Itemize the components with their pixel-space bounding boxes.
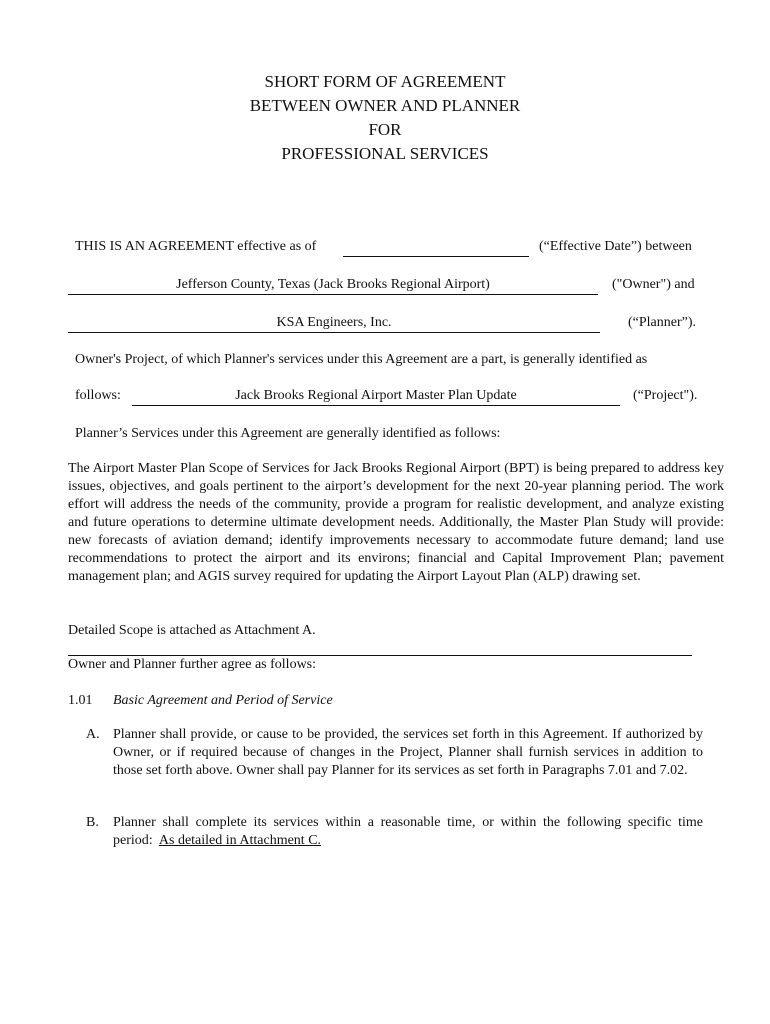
project-name: Jack Brooks Regional Airport Master Plan Update	[235, 388, 517, 403]
follows-label: follows:	[75, 388, 121, 403]
project-label: (“Project").	[633, 388, 698, 403]
item-a-letter: A.	[86, 727, 100, 742]
detailed-scope-text: Detailed Scope is attached as Attachment A.	[68, 623, 316, 638]
effective-date-field[interactable]	[343, 256, 529, 257]
item-b-block	[113, 814, 703, 850]
title-line-3: FOR	[368, 120, 402, 139]
item-b-period: As detailed in Attachment C.	[158, 833, 322, 848]
planner-name: KSA Engineers, Inc.	[276, 315, 392, 330]
title-line-1: SHORT FORM OF AGREEMENT	[264, 72, 506, 91]
owner-label: ("Owner") and	[612, 277, 695, 292]
item-b-letter: B.	[86, 815, 99, 830]
planner-field[interactable]	[68, 332, 600, 333]
section-number: 1.01	[68, 693, 93, 708]
planner-label: (“Planner”).	[628, 315, 697, 330]
title-line-2: BETWEEN OWNER AND PLANNER	[249, 96, 521, 115]
scope-paragraph: The Airport Master Plan Scope of Services for Jack Brooks Regional Airport (BPT) is being prepared to address key issues, objectives, and goals pertinent to the airport’s development for the next 20-year planning period. The work effort will address the needs of the community, provide a program for realistic development, and analyze existing and future operations to determine ultimate development needs. Additionally, the Master Plan Study will provide: new forecasts of aviation demand; identify improvements necessary to accommodate future demand; land use recommendations to protect the airport and its environs; financial and Capital Improvement Plan; pavement management plan; and AGIS survey required for updating the Airport Layout Plan (ALP) drawing set.	[68, 461, 724, 584]
further-agree-text: Owner and Planner further agree as follows:	[68, 657, 317, 672]
item-a-text: Planner shall provide, or cause to be provided, the services set forth in this Agreement. If authorized by Owner, or if required because of changes in the Project, Planner shall furnish services in addition to those set forth above. Owner shall pay Planner for its services as set forth in Paragraphs 7.01 and 7.02.	[113, 727, 703, 778]
section-heading: Basic Agreement and Period of Service	[113, 693, 333, 708]
owner-name: Jefferson County, Texas (Jack Brooks Regional Airport)	[176, 277, 490, 292]
owner-field[interactable]	[68, 294, 598, 295]
project-field[interactable]	[132, 405, 620, 406]
services-intro: Planner’s Services under this Agreement are generally identified as follows:	[75, 426, 501, 441]
effective-date-label: (“Effective Date”) between	[539, 239, 692, 254]
title-line-4: PROFESSIONAL SERVICES	[281, 144, 489, 163]
item-b-text: Planner shall complete its services within a reasonable time, or within the following specific time period:	[113, 815, 703, 848]
project-intro: Owner's Project, of which Planner's services under this Agreement are a part, is generally identified as	[75, 352, 648, 367]
agreement-intro: THIS IS AN AGREEMENT effective as of	[75, 239, 317, 254]
